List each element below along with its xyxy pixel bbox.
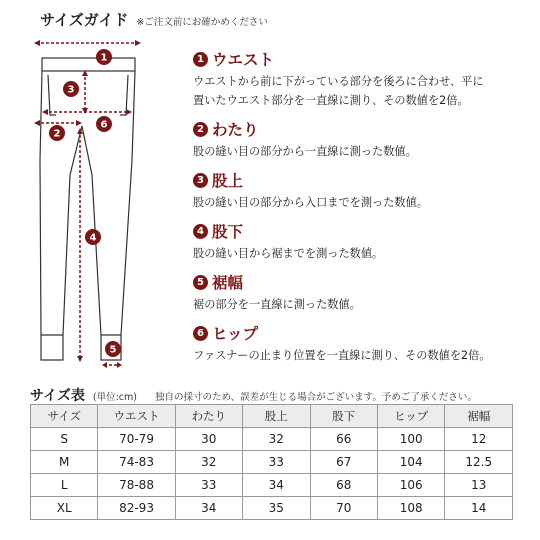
table-cell: XL [31, 497, 98, 520]
table-cell: 70-79 [98, 428, 175, 451]
item-title: 裾幅 [212, 274, 244, 292]
pants-outline [40, 71, 135, 335]
item-title: ヒップ [212, 325, 259, 343]
item-number: 2 [193, 122, 208, 137]
item-title: ウエスト [212, 51, 275, 69]
table-cell: 100 [377, 428, 444, 451]
table-cell: 13 [445, 474, 513, 497]
column-header: わたり [175, 405, 242, 428]
item-title: 股下 [212, 223, 244, 241]
column-header: サイズ [31, 405, 98, 428]
item-description: ファスナーの止まり位置を一直線に測り、その数値を2倍。 [193, 349, 491, 362]
right-pocket [120, 75, 128, 115]
table-cell: 74-83 [98, 451, 175, 474]
marker-3 [63, 81, 79, 97]
table-cell: 32 [243, 428, 310, 451]
waistband-outline [42, 58, 135, 71]
marker-2 [49, 125, 65, 141]
table-cell: 108 [377, 497, 444, 520]
size-table-note: 独自の採寸のため、誤差が生じる場合がございます。予めご了承ください。 [154, 392, 477, 403]
table-cell: 33 [243, 451, 310, 474]
size-guide-title: サイズガイド [40, 11, 129, 29]
item-number: 1 [193, 52, 208, 67]
svg-text:2: 2 [53, 128, 61, 140]
table-cell: 30 [175, 428, 242, 451]
table-cell: 66 [310, 428, 377, 451]
item-description: ウエストから前に下がっている部分を後ろに合わせ、平に 置いたウエスト部分を一直線に測り、その数値を2倍。 [193, 75, 484, 107]
column-header: 股上 [243, 405, 310, 428]
item-description: 股の縫い目の部分から一直線に測った数値。 [193, 145, 417, 158]
svg-text:4: 4 [89, 232, 97, 244]
table-row [31, 497, 513, 520]
svg-text:5: 5 [109, 344, 117, 356]
table-cell: 14 [445, 497, 513, 520]
item-description: 股の縫い目の部分から入口までを測った数値。 [193, 196, 428, 209]
item-waist [193, 48, 484, 110]
column-header: ウエスト [98, 405, 175, 428]
svg-text:6: 6 [100, 119, 108, 131]
left-cuff [41, 335, 63, 360]
item-description: 裾の部分を一直線に測った数値。 [193, 298, 361, 311]
size-table [30, 404, 513, 520]
table-row [31, 474, 513, 497]
table-cell: 104 [377, 451, 444, 474]
item-title: 股上 [212, 172, 244, 190]
table-cell: 32 [175, 451, 242, 474]
table-cell: S [31, 428, 98, 451]
column-header: 股下 [310, 405, 377, 428]
item-description: 股の縫い目から裾までを測った数値。 [193, 247, 384, 260]
table-cell: L [31, 474, 98, 497]
table-row [31, 428, 513, 451]
item-number: 5 [193, 275, 208, 290]
marker-6 [96, 116, 112, 132]
table-cell: 34 [175, 497, 242, 520]
size-guide-note: ※ご注文前にお確かめください [136, 17, 268, 28]
column-header: ヒップ [377, 405, 444, 428]
marker-5 [105, 341, 121, 357]
item-hip [193, 322, 491, 365]
table-cell: 67 [310, 451, 377, 474]
table-row [31, 451, 513, 474]
table-cell: M [31, 451, 98, 474]
table-cell: 34 [243, 474, 310, 497]
item-number: 3 [193, 173, 208, 188]
left-pocket [48, 75, 56, 115]
table-cell: 78-88 [98, 474, 175, 497]
marker-1 [96, 49, 112, 65]
table-cell: 35 [243, 497, 310, 520]
item-hem [193, 271, 361, 314]
table-cell: 106 [377, 474, 444, 497]
size-table-unit: (単位:cm) [92, 392, 137, 403]
size-table-title: サイズ表 [30, 388, 85, 404]
item-title: わたり [212, 121, 259, 139]
table-header-row [31, 405, 513, 428]
table-cell: 82-93 [98, 497, 175, 520]
item-number: 4 [193, 224, 208, 239]
pants-diagram [0, 0, 190, 375]
table-cell: 70 [310, 497, 377, 520]
item-number: 6 [193, 326, 208, 341]
column-header: 裾幅 [445, 405, 513, 428]
svg-text:3: 3 [67, 84, 75, 96]
table-cell: 33 [175, 474, 242, 497]
table-cell: 68 [310, 474, 377, 497]
table-cell: 12.5 [445, 451, 513, 474]
table-cell: 12 [445, 428, 513, 451]
svg-text:1: 1 [100, 52, 108, 64]
marker-4 [85, 229, 101, 245]
item-inseam [193, 220, 383, 263]
item-rise [193, 169, 428, 212]
size-table-header [30, 385, 535, 405]
item-thigh [193, 118, 417, 161]
